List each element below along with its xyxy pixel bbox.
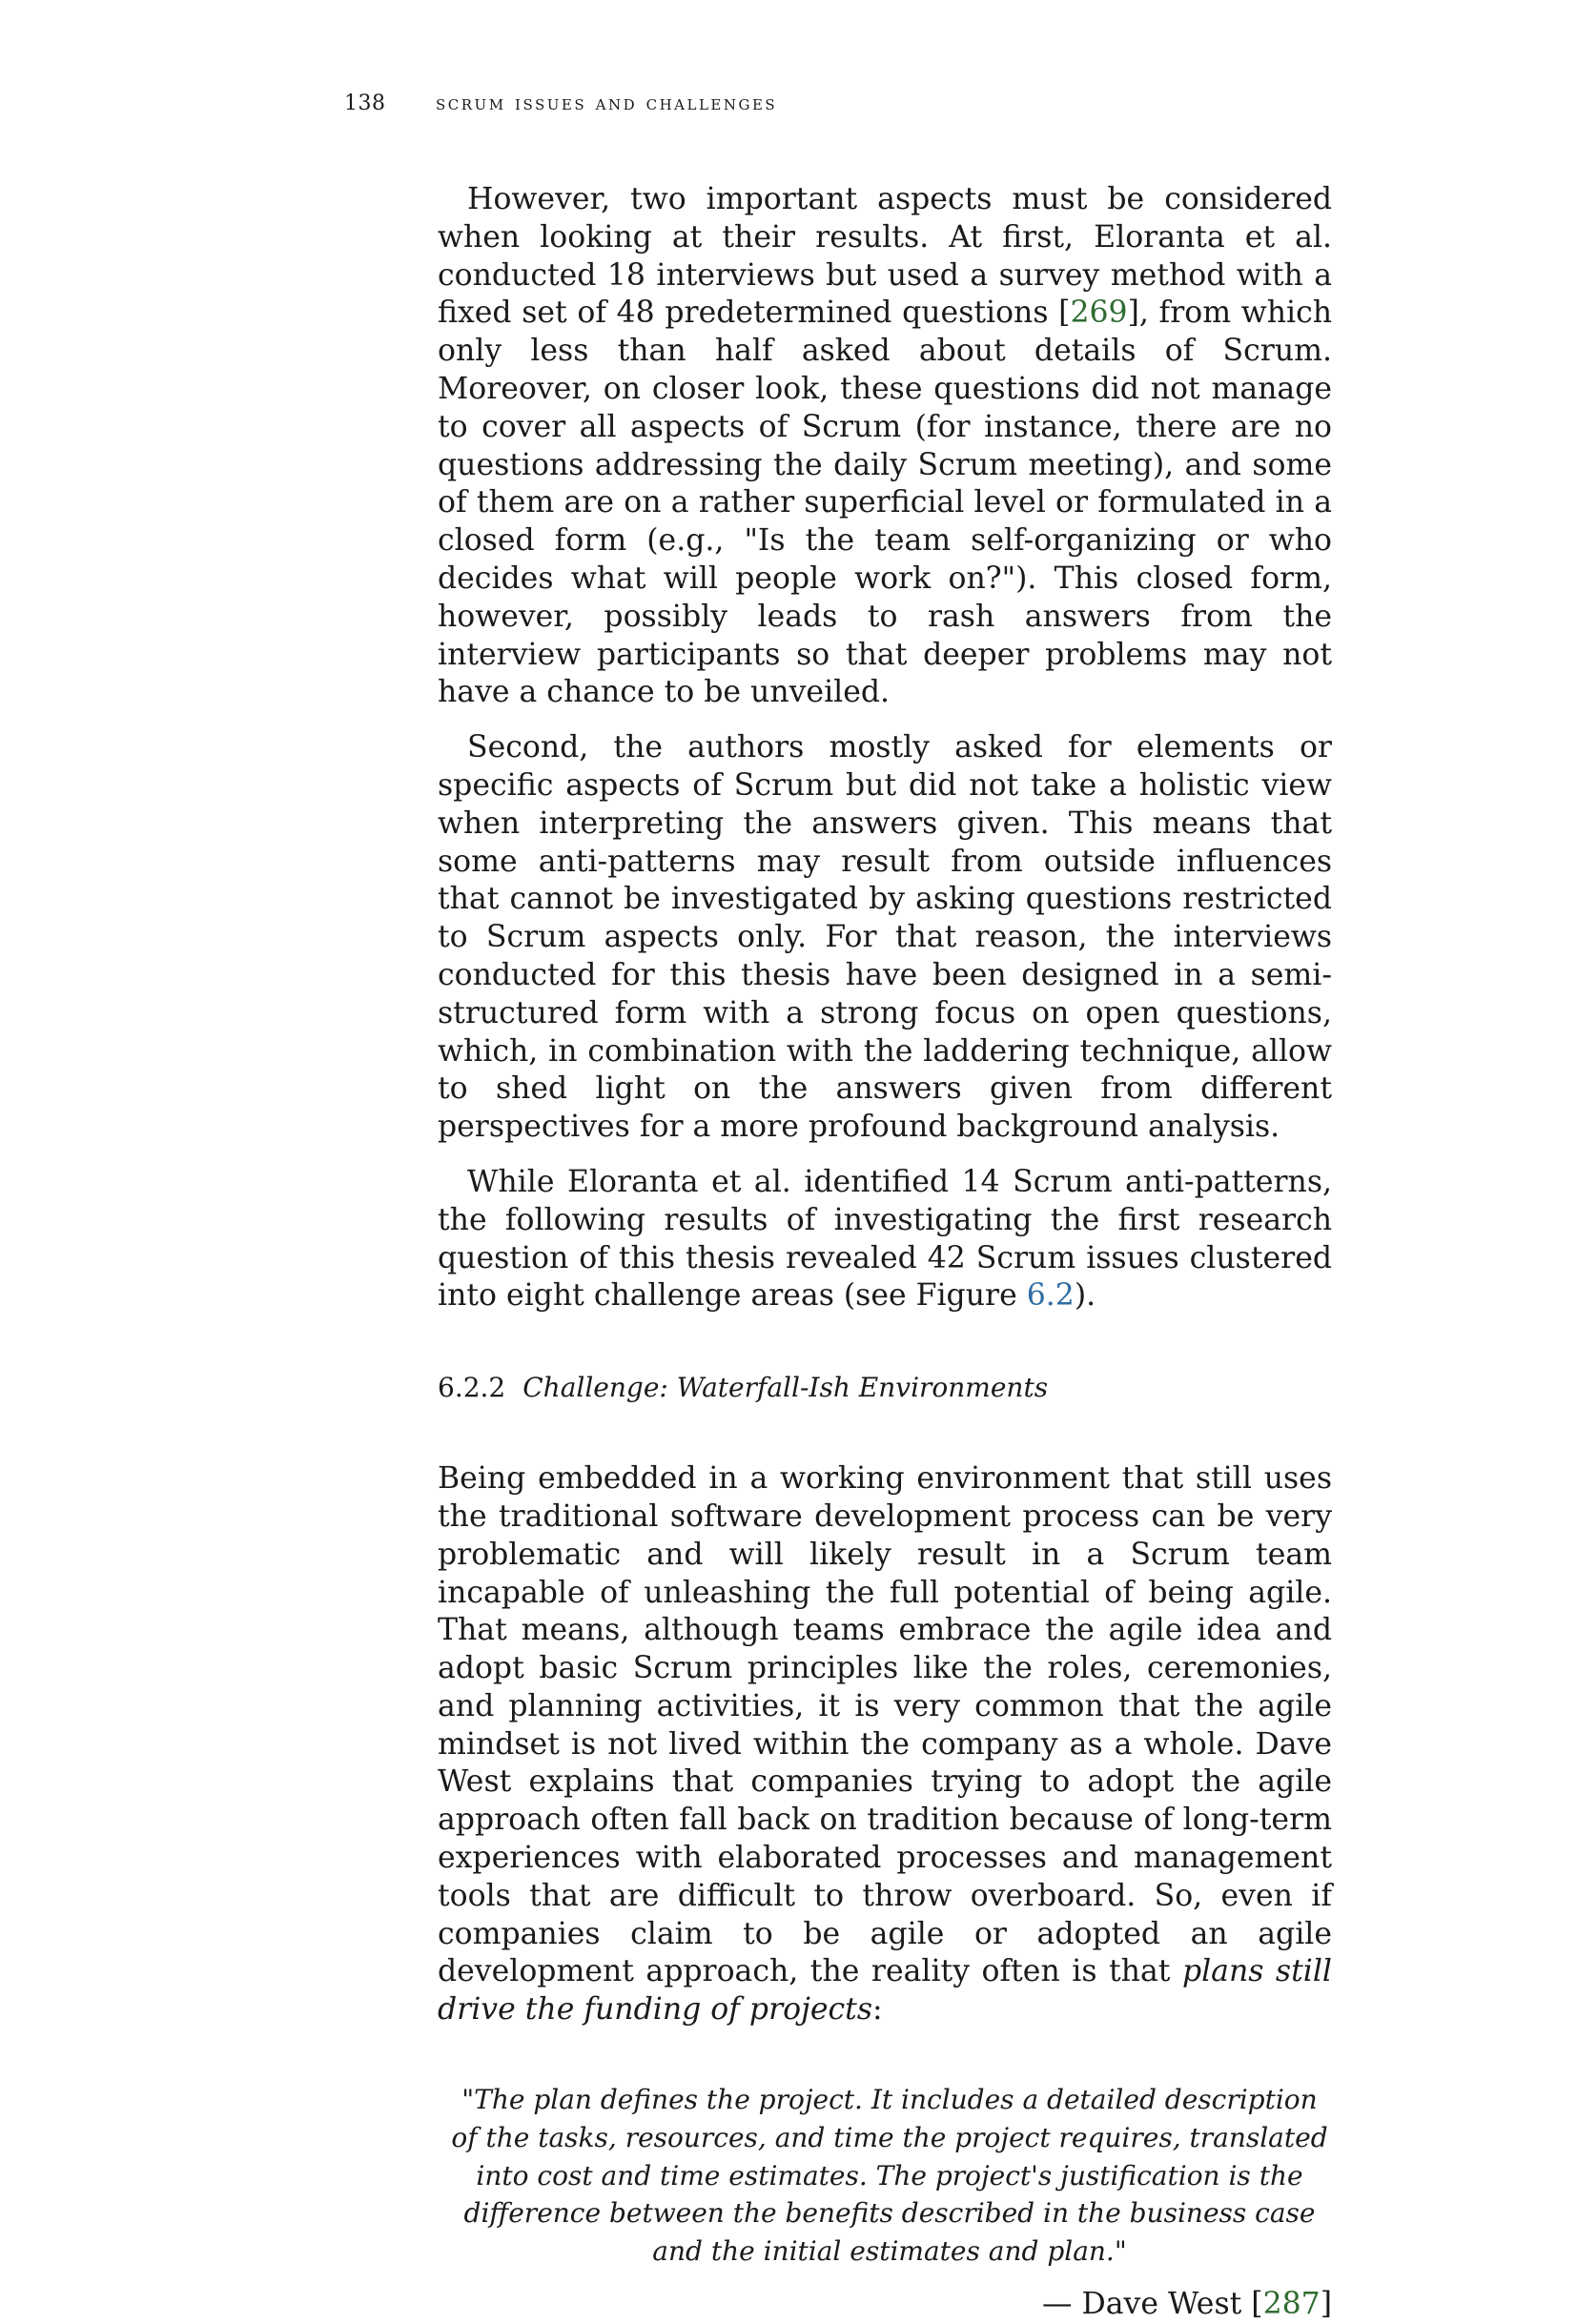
attribution-citation-link[interactable]: 287 (1262, 2287, 1321, 2322)
block-quote: "The plan defines the project. It includes a detailed description of the tasks, resources, and time the project requires, translated into cost and time estimates. The project's justification is the difference between the benefits described in the business case and the initial estimates and plan." (451, 2084, 1328, 2268)
section-title: Challenge: Waterfall-Ish Environments (522, 1372, 1049, 1404)
page-number: 138 (344, 92, 386, 115)
body-text (438, 181, 1332, 2324)
section-heading (438, 1371, 1332, 1405)
paragraph-3: While Eloranta et al. identified 14 Scrum anti-patterns, the following results of investigating the first research question of this thesis revealed 42 Scrum issues clustered into eight challenge areas (see Figure 6.2). (438, 1164, 1332, 1314)
citation-link[interactable]: 269 (1070, 296, 1128, 331)
paragraph-2: Second, the authors mostly asked for elements or specific aspects of Scrum but did not take a holistic view when interpreting the answers given. This means that some anti-patterns may result from outside influences that cannot be investigated by asking questions restricted to Scrum aspects only. For that reason, the interviews conducted for this thesis have been designed in a semi-structured form with a strong focus on open questions, which, in combination with the laddering technique, allow to shed light on the answers given from different perspectives for a more profound background analysis. (438, 730, 1332, 1145)
emphasis-text: plans still drive the funding of projects (438, 1954, 1332, 2028)
figure-reference-link[interactable]: 6.2 (1026, 1278, 1075, 1314)
chapter-title: scrum issues and challenges (436, 92, 778, 115)
quote-attribution: — Dave West [287] (1042, 2287, 1332, 2322)
paragraph-1: However, two important aspects must be considered when looking at their results. At first, Eloranta et al. conducted 18 interviews but used a survey method with a fixed set of 48 predetermined questions [269], from which only less than half asked about details of Scrum. Moreover, on closer look, these questions did not manage to cover all aspects of Scrum (for instance, there are no questions addressing the daily Scrum meeting), and some of them are on a rather superficial level or formulated in a closed form (e.g., "Is the team self-organizing or who decides what will people work on?"). This closed form, however, possibly leads to rash answers from the interview participants so that deeper problems may not have a chance to be unveiled. (438, 182, 1332, 710)
section-number: 6.2.2 (438, 1372, 506, 1404)
running-header (344, 92, 777, 115)
paragraph-4: Being embedded in a working environment that still uses the traditional software development process can be very problematic and will likely result in a Scrum team incapable of unleashing the full potential of being agile. That means, although teams embrace the agile idea and adopt basic Scrum principles like the roles, ceremonies, and planning activities, it is very common that the agile mindset is not lived within the company as a whole. Dave West explains that companies trying to adopt the agile approach often fall back on tradition because of long-term experiences with elaborated processes and management tools that are difficult to throw overboard. So, even if companies claim to be agile or adopted an agile development approach, the reality often is that plans still drive the funding of projects: (438, 1461, 1332, 2028)
